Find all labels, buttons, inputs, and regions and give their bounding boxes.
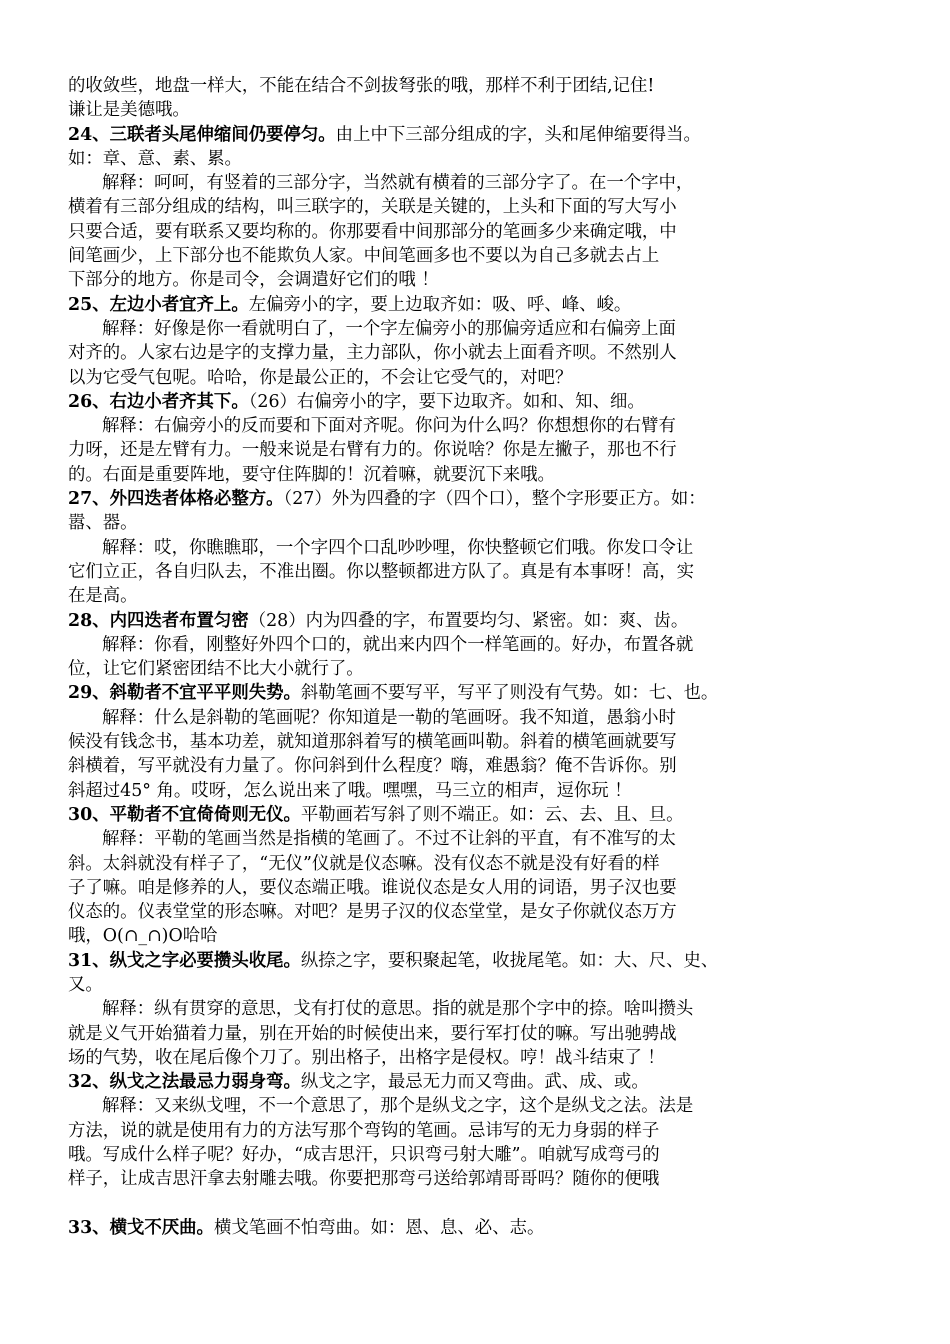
text-line [68,657,890,681]
paragraph-text: （27）外为四叠的字（四个口），整个字形要正方。如： [283,489,706,510]
text-line [68,1046,890,1070]
rule-heading-line [68,487,890,511]
paragraph-text: 的收敛些，地盘一样大，不能在结合不剑拔弩张的哦，那样不利于团结,记住! [68,76,655,96]
rule-heading-line [68,390,890,414]
paragraph-text: 解释：你看，刚整好外四个口的，就出来内四个一样笔画的。好办，布置各就 [102,634,694,655]
rule-heading: 29、斜勒者不宜平平则失势。 [68,683,301,704]
rule-heading: 32、纵戈之法最忌力弱身弯。 [68,1072,301,1093]
paragraph-text: 平勒画若写斜了则不端正。如：云、去、且、旦。 [300,804,684,825]
text-line [68,536,890,560]
paragraph-text: （28）内为四叠的字，布置要均匀、紧密。如：爽、齿。 [248,610,689,631]
text-line [68,1119,890,1143]
text-line [68,438,890,462]
paragraph-text: 纵捺之字，要积聚起笔，收拢尾笔。如：大、尺、史、 [300,950,719,971]
paragraph-text: 解释：哎，你瞧瞧耶，一个字四个口乱吵吵哩，你快整顿它们哦。你发口令让 [102,537,694,558]
paragraph-text: 解释：又来纵戈哩，不一个意思了，那个是纵戈之字，这个是纵戈之法。法是 [102,1096,694,1117]
paragraph-text: 解释：呵呵，有竖着的三部分字，当然就有横着的三部分字了。在一个字中， [102,173,694,194]
rule-heading: 26、右边小者齐其下。 [68,391,249,412]
text-line [68,98,890,122]
text-line [68,195,890,219]
paragraph-text: 解释：纵有贯穿的意思，戈有打仗的意思。指的就是那个字中的捺。啥叫攒头 [102,999,694,1020]
rule-heading-line [68,803,890,827]
text-line [68,973,890,997]
text-line [68,268,890,292]
text-line [68,633,890,657]
paragraph-text: 斜勒笔画不要写平，写平了则没有气势。如：七、也。 [300,683,719,704]
paragraph-text: 间笔画少，上下部分也不能欺负人家。中间笔画多也不要以为自己多就去占上 [68,246,660,267]
text-line [68,171,890,195]
paragraph-text: 由上中下三部分组成的字，头和尾伸缩要得当。 [335,124,701,145]
paragraph-text: 斜横着，写平就没有力量了。你问斜到什么程度？嗨，难愚翁？俺不告诉你。别 [68,756,677,777]
paragraph-text: 解释：平勒的笔画当然是指横的笔画了。不过不让斜的平直，有不准写的太 [102,829,676,850]
text-line [68,74,890,98]
text-line [68,706,890,730]
paragraph-text: 样子，让成吉思汗拿去射雕去哦。你要把那弯弓送给郭靖哥哥吗？随你的便哦 [68,1169,660,1190]
paragraph-text: 候没有钱念书，基本功差，就知道那斜着写的横笔画叫勒。斜着的横笔画就要写 [68,732,677,753]
paragraph-text: 下部分的地方。你是司令，会调遣好它们的哦 ！ [68,270,439,291]
text-line [68,997,890,1021]
paragraph-text: 横着有三部分组成的结构，叫三联字的，关联是关键的，上头和下面的写大写小 [68,197,677,218]
paragraph-text: 子了嘛。咱是修养的人，要仪态端正哦。谁说仪态是女人用的词语，男子汉也要 [68,877,677,898]
rule-heading: 33、横戈不厌曲。 [68,1217,214,1238]
paragraph-text: 斜超过45° 角。哎呀，怎么说出来了哦。嘿嘿，马三立的相声，逗你玩 ！ [68,780,632,801]
paragraph-text: 哦。写成什么样子呢？好办，“成吉思汗，只识弯弓射大雕”。咱就写成弯弓的 [68,1145,660,1166]
paragraph-text: 它们立正，各自归队去，不准出圈。你以整顿都进方队了。真是有本事呀！高，实 [68,561,695,582]
paragraph-text: 谦让是美德哦。 [68,100,190,121]
paragraph-text: 斜。太斜就没有样子了，“无仪”仪就是仪态嘛。没有仪态不就是没有好看的样 [68,853,660,874]
paragraph-text: 纵戈之字，最忌无力而又弯曲。武、成、或。 [300,1072,649,1093]
paragraph-text: （26）右偏旁小的字，要下边取齐。如和、知、细。 [248,391,645,412]
paragraph-text: 力呀，还是左臂有力。一般来说是右臂有力的。你说啥？你是左撇子，那也不行 [68,440,677,461]
paragraph-text: 解释：什么是斜勒的笔画呢？你知道是一勒的笔画呀。我不知道，愚翁小时 [102,707,676,728]
text-line [68,244,890,268]
rule-heading-line [68,949,890,973]
paragraph-text: 哦，O(∩_∩)O哈哈 [68,926,218,947]
paragraph-text: 解释：右偏旁小的反而要和下面对齐呢。你问为什么吗？你想想你的右臂有 [102,416,676,437]
text-line [68,924,890,948]
rule-heading-line [68,609,890,633]
text-line [68,876,890,900]
text-line [68,1143,890,1167]
rule-heading-line [68,1070,890,1094]
text-line [68,1192,890,1216]
text-line [68,414,890,438]
text-line [68,852,890,876]
paragraph-text: 对齐的。人家右边是字的支撑力量，主力部队，你小就去上面看齐呗。不然别人 [68,343,677,364]
text-line [68,900,890,924]
paragraph-text: 仪态的。仪表堂堂的形态嘛。对吧？是男子汉的仪态堂堂，是女子你就仪态万方 [68,902,677,923]
text-line [68,754,890,778]
paragraph-text: 就是义气开始猫着力量，别在开始的时候使出来，要行军打仗的嘛。写出驰骋战 [68,1023,677,1044]
text-line [68,220,890,244]
text-line [68,730,890,754]
paragraph-text: 如：章、意、素、累。 [68,148,242,169]
paragraph-text: 场的气势，收在尾后像个刀了。别出格子，出格字是侵权。哼！战斗结束了 ！ [68,1047,665,1068]
rule-heading: 31、纵戈之字必要攒头收尾。 [68,950,301,971]
paragraph-text: 位，让它们紧密团结不比大小就行了。 [68,659,364,680]
paragraph-text: 的。右面是重要阵地，要守住阵脚的！沉着嘛，就要沉下来哦。 [68,464,555,485]
document-page [68,74,890,1240]
rule-heading: 30、平勒者不宜倚倚则无仪。 [68,804,301,825]
rule-heading: 27、外四迭者体格必整方。 [68,489,284,510]
rule-heading-line [68,123,890,147]
text-line [68,147,890,171]
text-line [68,779,890,803]
text-line [68,366,890,390]
text-line [68,1022,890,1046]
rule-heading-line [68,681,890,705]
text-line [68,560,890,584]
text-line [68,317,890,341]
rule-heading: 28、内四迭者布置匀密 [68,610,249,631]
paragraph-text: 解释：好像是你一看就明白了，一个字左偏旁小的那偏旁适应和右偏旁上面 [102,318,676,339]
rule-heading-line [68,1216,890,1240]
rule-heading: 25、左边小者宜齐上。 [68,294,249,315]
text-line [68,584,890,608]
text-line [68,827,890,851]
rule-heading-line [68,293,890,317]
text-line [68,341,890,365]
paragraph-text: 在是高。 [68,586,138,607]
text-line [68,1167,890,1191]
rule-heading: 24、三联者头尾伸缩间仍要停匀。 [68,124,336,145]
paragraph-text: 左偏旁小的字，要上边取齐如：吸、呼、峰、峻。 [248,294,632,315]
text-line [68,511,890,535]
text-line [68,1094,890,1118]
paragraph-text: 只要合适，要有联系又要均称的。你那要看中间那部分的笔画多少来确定哦，中 [68,221,677,242]
paragraph-text: 横戈笔画不怕弯曲。如：恩、息、必、志。 [213,1217,545,1238]
paragraph-text: 嚣、器。 [68,513,138,534]
text-line [68,463,890,487]
paragraph-text: 以为它受气包呢。哈哈，你是最公正的，不会让它受气的，对吧？ [68,367,573,388]
paragraph-text: 又。 [68,974,103,995]
paragraph-text: 方法，说的就是使用有力的方法写那个弯钩的笔画。忌讳写的无力身弱的样子 [68,1120,660,1141]
